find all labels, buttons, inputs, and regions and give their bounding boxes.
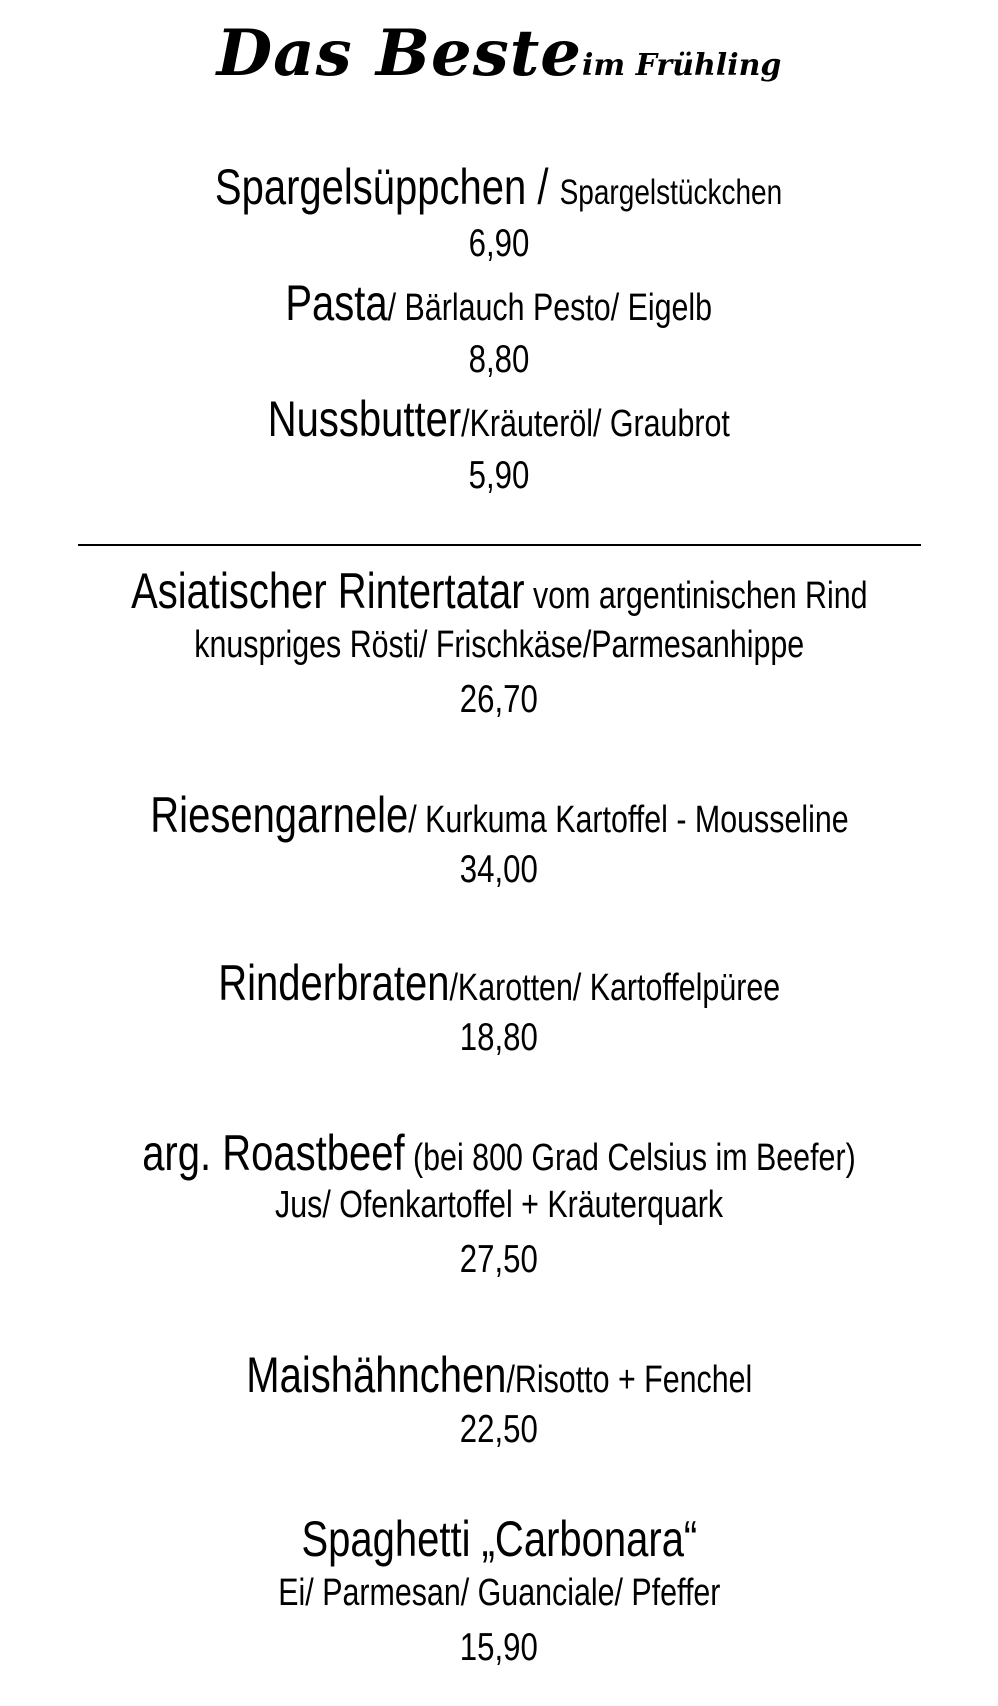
starter-3-name: Nussbutter: [267, 391, 462, 447]
main-3-price: 18,80: [459, 1016, 539, 1059]
main-1-name: Asiatischer Rintertatar: [130, 563, 525, 619]
starter-2-title: [0, 274, 998, 332]
main-6-price-line: [0, 1626, 998, 1670]
main-2-name: Riesengarnele: [149, 787, 408, 843]
main-1-title: [0, 562, 998, 620]
main-6-name: Spaghetti „Carbonara“: [301, 1511, 697, 1567]
main-2-price: 34,00: [459, 848, 539, 891]
main-1-detail-line: [0, 624, 998, 667]
starter-1-price-line: [0, 222, 998, 266]
starter-2-name: Pasta: [285, 275, 388, 331]
main-3-name: Rinderbraten: [218, 955, 450, 1011]
starter-3-title: [0, 390, 998, 448]
main-4-desc: (bei 800 Grad Celsius im Beefer): [404, 1137, 856, 1179]
menu-title: [0, 16, 998, 91]
starter-1-title: [0, 158, 998, 216]
main-2-title: [0, 786, 998, 844]
main-5-name: Maishähnchen: [245, 1347, 507, 1403]
starter-3-desc: /Kräuteröl/ Graubrot: [461, 403, 731, 445]
main-6-price: 15,90: [459, 1626, 539, 1669]
main-5-desc: /Risotto + Fenchel: [506, 1359, 753, 1401]
main-4-detail: Jus/ Ofenkartoffel + Kräuterquark: [274, 1184, 724, 1226]
main-4-price-line: [0, 1238, 998, 1282]
main-1-price: 26,70: [459, 678, 539, 721]
main-3-price-line: [0, 1016, 998, 1060]
starter-2-price: 8,80: [468, 338, 530, 381]
section-divider: [78, 544, 921, 546]
starter-1-desc: Spargelstückchen: [560, 173, 783, 212]
main-3-desc: /Karotten/ Kartoffelpüree: [449, 967, 780, 1009]
main-4-title: [0, 1124, 998, 1182]
main-6-title: [0, 1510, 998, 1568]
main-1-price-line: [0, 678, 998, 722]
main-3-title: [0, 954, 998, 1012]
starter-2-desc: / Bärlauch Pesto/ Eigelb: [387, 287, 713, 329]
main-1-desc: vom argentinischen Rind: [524, 575, 868, 617]
main-6-detail-line: [0, 1572, 998, 1615]
starter-3-price: 5,90: [468, 454, 530, 497]
main-4-detail-line: [0, 1184, 998, 1227]
main-1-detail: knuspriges Rösti/ Frischkäse/Parmesanhippe: [194, 624, 804, 666]
main-4-name: arg. Roastbeef: [142, 1125, 405, 1181]
main-6-detail: Ei/ Parmesan/ Guanciale/ Pfeffer: [277, 1572, 721, 1614]
menu-title-sub: im Frühling: [582, 48, 782, 83]
starter-3-price-line: [0, 454, 998, 498]
main-4-price: 27,50: [459, 1238, 539, 1281]
menu-title-main: Das Beste: [216, 16, 583, 91]
starter-1-name: Spargelsüppchen /: [215, 159, 561, 215]
main-2-desc: / Kurkuma Kartoffel - Mousseline: [407, 799, 849, 841]
starter-2-price-line: [0, 338, 998, 382]
main-2-price-line: [0, 848, 998, 892]
main-5-price-line: [0, 1408, 998, 1452]
starter-1-price: 6,90: [468, 222, 530, 265]
main-5-price: 22,50: [459, 1408, 539, 1451]
main-5-title: [0, 1346, 998, 1404]
